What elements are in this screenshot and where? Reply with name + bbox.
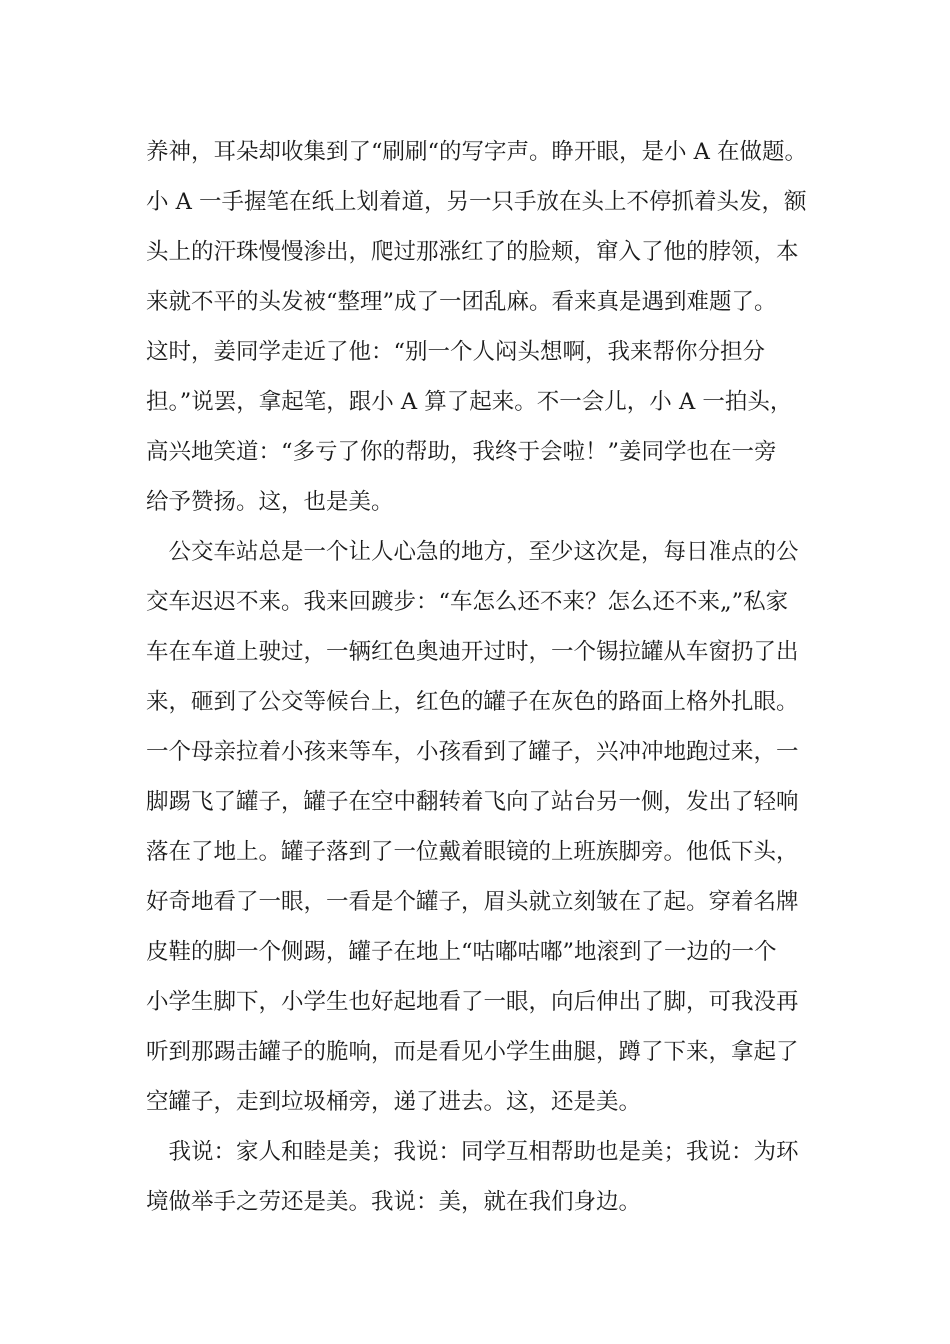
paragraph-1 <box>146 127 811 527</box>
text-line: 好奇地看了一眼，一看是个罐子，眉头就立刻皱在了起。穿着名牌 <box>146 889 799 915</box>
text-line: 脚踢飞了罐子，罐子在空中翻转着飞向了站台另一侧，发出了轻响 <box>146 789 799 815</box>
text-line: 养神，耳朵却收集到了“刷刷“的写字声。睁开眼，是小 A 在做题。 <box>146 139 808 165</box>
text-line: 高兴地笑道：“多亏了你的帮助，我终于会啦！”姜同学也在一旁 <box>146 439 777 465</box>
text-line: 听到那踢击罐子的脆响，而是看见小学生曲腿，蹲了下来，拿起了 <box>146 1039 799 1065</box>
text-line: 这时，姜同学走近了他：“别一个人闷头想啊，我来帮你分担分 <box>146 339 766 365</box>
paragraph-2 <box>146 527 811 1127</box>
text-line: 落在了地上。罐子落到了一位戴着眼镜的上班族脚旁。他低下头， <box>146 839 799 865</box>
text-line: 头上的汗珠慢慢渗出，爬过那涨红了的脸颊，窜入了他的脖领，本 <box>146 239 799 265</box>
text-line: 小学生脚下，小学生也好起地看了一眼，向后伸出了脚，可我没再 <box>146 989 799 1015</box>
text-line: 境做举手之劳还是美。我说：美，就在我们身边。 <box>146 1189 642 1215</box>
text-line: 我说：家人和睦是美；我说：同学互相帮助也是美；我说：为环 <box>146 1139 799 1165</box>
text-line: 来就不平的头发被“整理”成了一团乱麻。看来真是遇到难题了。 <box>146 289 777 315</box>
text-line: 车在车道上驶过，一辆红色奥迪开过时，一个锡拉罐从车窗扔了出 <box>146 639 799 665</box>
text-line: 担。”说罢，拿起笔，跟小 A 算了起来。不一会儿，小 A 一拍头， <box>146 389 793 415</box>
text-line: 皮鞋的脚一个侧踢，罐子在地上“咕嘟咕嘟”地滚到了一边的一个 <box>146 939 777 965</box>
text-line: 一个母亲拉着小孩来等车，小孩看到了罐子，兴冲冲地跑过来，一 <box>146 739 799 765</box>
body-text <box>146 127 811 1227</box>
paragraph-3 <box>146 1127 811 1227</box>
text-line: 给予赞扬。这，也是美。 <box>146 489 394 515</box>
text-line: 公交车站总是一个让人心急的地方，至少这次是，每日准点的公 <box>146 539 799 565</box>
text-line: 空罐子，走到垃圾桶旁，递了进去。这，还是美。 <box>146 1089 642 1115</box>
text-line: 来，砸到了公交等候台上，红色的罐子在灰色的路面上格外扎眼。 <box>146 689 799 715</box>
text-line: 交车迟迟不来。我来回踱步：“车怎么还不来？怎么还不来„”私家 <box>146 589 789 615</box>
text-line: 小 A 一手握笔在纸上划着道，另一只手放在头上不停抓着头发，额 <box>146 189 807 215</box>
